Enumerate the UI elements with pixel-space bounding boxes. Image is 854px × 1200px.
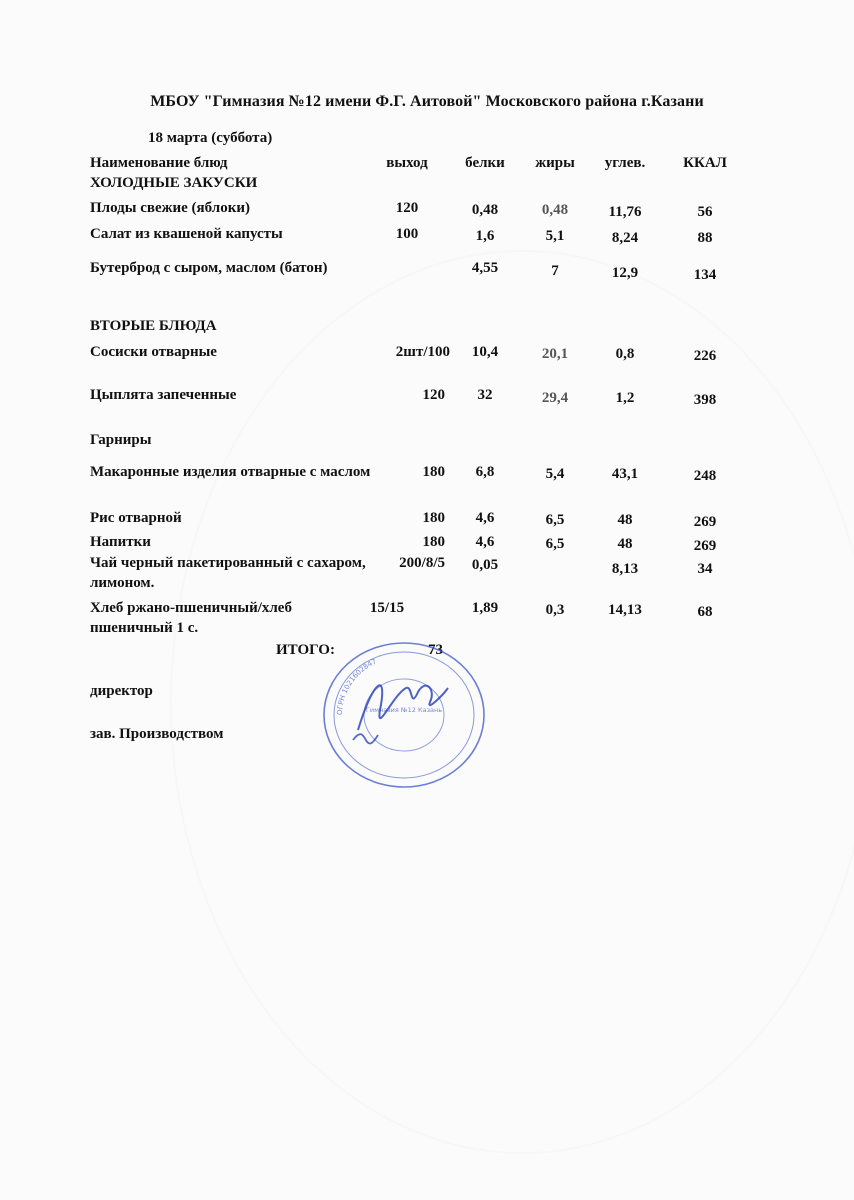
row-vyhod: 180 xyxy=(422,510,445,526)
row-zhiry: 0,3 xyxy=(545,602,565,618)
document-title: МБОУ "Гимназия №12 имени Ф.Г. Аитовой" Московского района г.Казани xyxy=(150,93,704,110)
row-uglevody: 1,2 xyxy=(615,390,635,406)
row-uglevody: 0,8 xyxy=(615,346,635,362)
row-name: Плоды свежие (яблоки) xyxy=(90,200,250,216)
row-kkal: 68 xyxy=(697,604,713,620)
row-belki: 0,48 xyxy=(471,202,499,218)
row-uglevody: 48 xyxy=(617,512,633,528)
row-kkal: 34 xyxy=(697,561,713,577)
production-manager-label: зав. Производством xyxy=(90,726,224,742)
row-vyhod: 200/8/5 xyxy=(399,555,445,571)
row-belki: 4,6 xyxy=(475,534,495,550)
row-vyhod: 120 xyxy=(422,387,445,403)
row-kkal: 134 xyxy=(693,267,717,283)
row-name: Цыплята запеченные xyxy=(90,387,237,403)
col-header-belki: белки xyxy=(465,155,505,171)
row-vyhod: 2шт/100 xyxy=(395,344,450,360)
col-header-name: Наименование блюд xyxy=(90,155,228,171)
section-cold-snacks: ХОЛОДНЫЕ ЗАКУСКИ xyxy=(90,175,258,191)
col-header-vyhod: выход xyxy=(386,155,428,171)
row-kkal: 269 xyxy=(693,514,717,530)
row-belki: 4,55 xyxy=(471,260,499,276)
row-uglevody: 48 xyxy=(617,536,633,552)
row-kkal: 248 xyxy=(693,468,717,484)
stamp-text: ОГРН 1021602847 xyxy=(335,657,378,716)
row-name: Бутерброд с сыром, маслом (батон) xyxy=(90,260,328,276)
director-signature-label: директор xyxy=(90,683,153,699)
col-header-zhiry: жиры xyxy=(535,155,575,171)
row-belki: 1,89 xyxy=(471,600,499,616)
total-value: 73 xyxy=(428,642,443,658)
row-vyhod: 180 xyxy=(422,464,445,480)
row-zhiry: 20,1 xyxy=(541,346,569,362)
official-stamp xyxy=(318,640,490,790)
row-kkal: 88 xyxy=(697,230,713,246)
row-belki: 10,4 xyxy=(471,344,499,360)
row-uglevody: 12,9 xyxy=(611,265,639,281)
row-belki: 0,05 xyxy=(471,557,499,573)
section-second-courses: ВТОРЫЕ БЛЮДА xyxy=(90,318,217,334)
row-uglevody: 14,13 xyxy=(608,602,642,618)
row-zhiry: 5,1 xyxy=(545,228,565,244)
row-name: Напитки xyxy=(90,534,151,550)
row-uglevody: 8,13 xyxy=(611,561,639,577)
row-name: Сосиски отварные xyxy=(90,344,217,360)
row-vyhod: 15/15 xyxy=(369,600,405,616)
row-kkal: 269 xyxy=(693,538,717,554)
row-kkal: 398 xyxy=(693,392,717,408)
row-name: Чай черный пакетированный с сахаром, лимоном. xyxy=(90,555,366,591)
row-zhiry: 29,4 xyxy=(541,390,569,406)
row-belki: 4,6 xyxy=(475,510,495,526)
row-name: Салат из квашеной капусты xyxy=(90,226,283,242)
row-zhiry: 6,5 xyxy=(545,536,565,552)
total-label: ИТОГО: xyxy=(276,642,335,658)
row-name: Рис отварной xyxy=(90,510,182,526)
row-kkal: 56 xyxy=(697,204,713,220)
row-name: Макаронные изделия отварные с маслом xyxy=(90,464,371,480)
row-zhiry: 6,5 xyxy=(545,512,565,528)
col-header-uglevody: углев. xyxy=(604,155,646,171)
row-vyhod: 120 xyxy=(395,200,419,216)
row-zhiry: 5,4 xyxy=(545,466,565,482)
row-belki: 1,6 xyxy=(475,228,495,244)
row-vyhod: 100 xyxy=(395,226,419,242)
row-zhiry: 0,48 xyxy=(541,202,569,218)
row-belki: 32 xyxy=(477,387,493,403)
menu-date: 18 марта (суббота) xyxy=(148,130,273,146)
row-name: Хлеб ржано-пшеничный/хлеб пшеничный 1 с. xyxy=(90,600,292,636)
row-uglevody: 43,1 xyxy=(611,466,639,482)
row-belki: 6,8 xyxy=(475,464,495,480)
row-kkal: 226 xyxy=(693,348,717,364)
row-vyhod: 180 xyxy=(422,534,445,550)
col-header-kkal: ККАЛ xyxy=(683,155,727,171)
row-uglevody: 11,76 xyxy=(608,204,642,220)
stamp-center-text: Гимназия №12 Казань xyxy=(365,706,443,714)
section-garnish: Гарниры xyxy=(90,432,152,448)
row-uglevody: 8,24 xyxy=(611,230,639,246)
row-zhiry: 7 xyxy=(551,263,559,279)
